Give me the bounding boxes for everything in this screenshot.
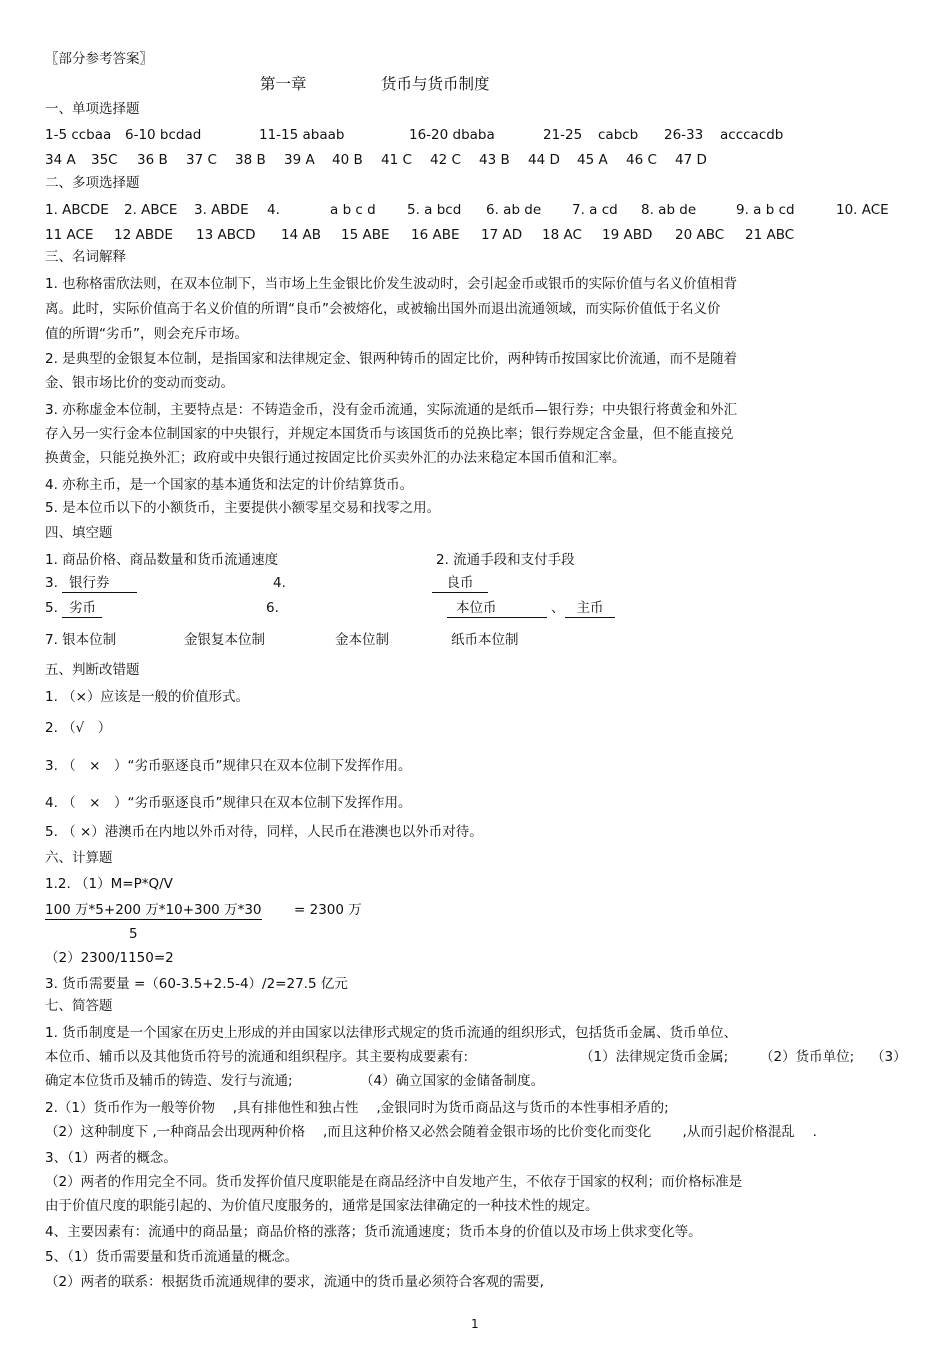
answer: 39 A: [284, 152, 315, 168]
answer: 2. ABCE: [124, 202, 178, 218]
answer: 7. a cd: [572, 202, 618, 218]
section-title: 四、填空题: [45, 525, 113, 541]
answer: 45 A: [577, 152, 608, 168]
answer: 26-33: [664, 127, 704, 143]
answer: 35C: [91, 152, 118, 168]
fill-blank: 本位币: [447, 600, 547, 618]
answer: 34 A: [45, 152, 76, 168]
paragraph-line: 离。此时，实际价值高于名义价值的所谓“良币”会被熔化，或被输出国外而退出流通领域，而实际价值低于名义价: [45, 301, 721, 317]
answer: 5. a bcd: [407, 202, 462, 218]
fill-blank: 主币: [565, 600, 615, 618]
judge-item: 3. （ × ）“劣币驱逐良币”规律只在双本位制下发挥作用。: [45, 758, 412, 774]
answer: 46 C: [626, 152, 657, 168]
fill-number: 4.: [273, 575, 286, 591]
fill-number: 6.: [266, 600, 279, 616]
fill-answer: 金本位制: [335, 632, 389, 648]
paragraph-line: （3）: [871, 1049, 907, 1065]
answer: 38 B: [235, 152, 266, 168]
fill-blank: 劣币: [62, 600, 102, 618]
section-title: 七、简答题: [45, 998, 113, 1014]
fill-answer: 7. 银本位制: [45, 632, 117, 648]
answer: 12 ABDE: [114, 227, 173, 243]
answer: acccacdb: [720, 127, 784, 143]
answer: 42 C: [430, 152, 461, 168]
fill-answer: 2. 流通手段和支付手段: [436, 552, 575, 568]
formula-line: 3. 货币需要量 =（60-3.5+2.5-4）/2=27.5 亿元: [45, 976, 348, 992]
answer: 6. ab de: [486, 202, 542, 218]
page-number: 1: [471, 1317, 479, 1331]
answer: 8. ab de: [641, 202, 697, 218]
paragraph-line: 1. 货币制度是一个国家在历史上形成的并由国家以法律形式规定的货币流通的组织形式，包括货币金属、货币单位、: [45, 1025, 738, 1041]
paragraph-line: （2）两者的联系：根据货币流通规律的要求，流通中的货币量必须符合客观的需要,: [45, 1274, 544, 1290]
answer: 4.: [267, 202, 280, 218]
section-title: 一、单项选择题: [45, 101, 140, 117]
formula-line: 1.2. （1）M=P*Q/V: [45, 876, 173, 892]
paragraph-line: （4）确立国家的金储备制度。: [360, 1073, 545, 1089]
answer: 15 ABE: [341, 227, 390, 243]
paragraph-line: 换黄金，只能兑换外汇；政府或中央银行通过按固定比价买卖外汇的办法来稳定本国币值和汇率。: [45, 450, 626, 466]
answer: 10. ACE: [836, 202, 889, 218]
fill-number: 5.: [45, 600, 58, 616]
paragraph-line: 由于价值尺度的职能引起的、为价值尺度服务的，通常是国家法律确定的一种技术性的规定。: [45, 1198, 599, 1214]
answer: 40 B: [332, 152, 363, 168]
fill-number: 3.: [45, 575, 58, 591]
judge-item: 2. （√ ）: [45, 720, 112, 736]
answer: 16-20 dbaba: [409, 127, 495, 143]
paragraph-line: 3. 亦称虚金本位制，主要特点是：不铸造金币，没有金币流通，实际流通的是纸币—银行券；中央银行将黄金和外汇: [45, 402, 738, 418]
fill-answer: 纸币本位制: [451, 632, 519, 648]
answer: 11 ACE: [45, 227, 94, 243]
fraction-result: = 2300 万: [294, 902, 362, 918]
answer: 20 ABC: [675, 227, 725, 243]
answer: 14 AB: [281, 227, 321, 243]
fraction-denominator: 5: [129, 926, 138, 942]
fill-blank: 银行券: [62, 575, 137, 593]
answer: 43 B: [479, 152, 510, 168]
chapter-number: 第一章: [260, 75, 307, 93]
paragraph-line: （2）货币单位;: [760, 1049, 855, 1065]
fraction-numerator: 100 万*5+200 万*10+300 万*30: [45, 902, 262, 918]
answer: 1. ABCDE: [45, 202, 109, 218]
paragraph-line: 2. 是典型的金银复本位制，是指国家和法律规定金、银两种铸币的固定比价，两种铸币按国家比价流通，而不是随着: [45, 351, 738, 367]
section-title: 二、多项选择题: [45, 175, 140, 191]
paragraph-line: （1）法律规定货币金属;: [580, 1049, 729, 1065]
answer: 21-25: [543, 127, 583, 143]
header-note: 〖部分参考答案〗: [45, 51, 153, 67]
answer: 18 AC: [542, 227, 582, 243]
paragraph-line: 4. 亦称主币，是一个国家的基本通货和法定的计价结算货币。: [45, 477, 414, 493]
judge-item: 1. （×）应该是一般的价值形式。: [45, 689, 249, 705]
paragraph-line: 3、（1）两者的概念。: [45, 1150, 177, 1166]
section-title: 三、名词解释: [45, 249, 126, 265]
paragraph-line: 确定本位货币及辅币的铸造、发行与流通;: [45, 1073, 293, 1089]
separator: 、: [551, 600, 565, 616]
answer: 41 C: [381, 152, 412, 168]
paragraph-line: 1. 也称格雷欣法则，在双本位制下，当市场上生金银比价发生波动时，会引起金币或银币的实际价值与名义价值相背: [45, 276, 738, 292]
formula-line: （2）2300/1150=2: [45, 950, 174, 966]
answer: 17 AD: [481, 227, 523, 243]
answer: 16 ABE: [411, 227, 460, 243]
paragraph-line: （2）这种制度下 ,一种商品会出现两种价格 ,而且这种价格又必然会随着金银市场的比价变化而变化 ,从而引起价格混乱 .: [45, 1124, 817, 1140]
answer: 13 ABCD: [196, 227, 256, 243]
judge-item: 5. （ ×）港澳币在内地以外币对待，同样，人民币在港澳也以外币对待。: [45, 824, 483, 840]
fill-blank: 良币: [432, 575, 488, 593]
answer: 37 C: [186, 152, 217, 168]
paragraph-line: 存入另一实行金本位制国家的中央银行，并规定本国货币与该国货币的兑换比率；银行券规定含金量，但不能直接兑: [45, 426, 734, 442]
paragraph-line: 5、（1）货币需要量和货币流通量的概念。: [45, 1249, 299, 1265]
fill-answer: 1. 商品价格、商品数量和货币流通速度: [45, 552, 279, 568]
section-title: 六、计算题: [45, 850, 113, 866]
paragraph-line: 4、主要因素有：流通中的商品量；商品价格的涨落；货币流通速度；货币本身的价值以及市场上供求变化等。: [45, 1224, 702, 1240]
answer: 21 ABC: [745, 227, 795, 243]
answer: 44 D: [528, 152, 560, 168]
answer: a b c d: [330, 202, 376, 218]
answer: 36 B: [137, 152, 168, 168]
answer: 6-10 bcdad: [125, 127, 202, 143]
paragraph-line: 2.（1）货币作为一般等价物 ,具有排他性和独占性 ,金银同时为货币商品这与货币的本性事相矛盾的;: [45, 1100, 669, 1116]
answer: 11-15 abaab: [259, 127, 345, 143]
chapter-title: 货币与货币制度: [381, 75, 490, 93]
answer: 9. a b cd: [736, 202, 795, 218]
answer: 47 D: [675, 152, 707, 168]
answer: 1-5 ccbaa: [45, 127, 112, 143]
fill-answer: 金银复本位制: [184, 632, 265, 648]
paragraph-line: 5. 是本位币以下的小额货币，主要提供小额零星交易和找零之用。: [45, 500, 441, 516]
judge-item: 4. （ × ）“劣币驱逐良币”规律只在双本位制下发挥作用。: [45, 795, 412, 811]
paragraph-line: 值的所谓“劣币”，则会充斥市场。: [45, 326, 248, 342]
answer: cabcb: [598, 127, 639, 143]
answer: 3. ABDE: [194, 202, 249, 218]
section-title: 五、判断改错题: [45, 662, 140, 678]
paragraph-line: （2）两者的作用完全不同。货币发挥价值尺度职能是在商品经济中自发地产生，不依存于国家的权利；而价格标准是: [45, 1174, 743, 1190]
paragraph-line: 金、银市场比价的变动而变动。: [45, 375, 234, 391]
paragraph-line: 本位币、辅币以及其他货币符号的流通和组织程序。其主要构成要素有:: [45, 1049, 469, 1065]
answer: 19 ABD: [602, 227, 653, 243]
